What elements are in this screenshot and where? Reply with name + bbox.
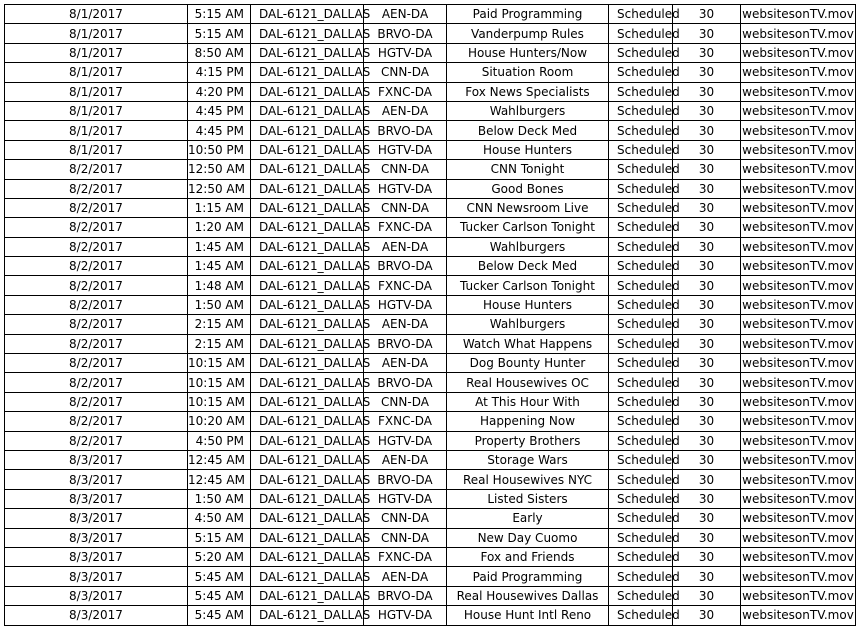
network-cell: AEN-DA — [364, 315, 447, 334]
date-cell: 8/1/2017 — [5, 63, 188, 82]
date-cell: 8/3/2017 — [5, 450, 188, 469]
length-cell: 30 — [673, 179, 741, 198]
length-cell: 30 — [673, 412, 741, 431]
network-cell: HGTV-DA — [364, 489, 447, 508]
network-cell: AEN-DA — [364, 354, 447, 373]
program-cell: Situation Room — [447, 63, 609, 82]
date-cell: 8/1/2017 — [5, 24, 188, 43]
status-cell: Scheduled — [609, 509, 673, 528]
time-cell: 1:20 AM — [188, 218, 251, 237]
table-row — [5, 528, 856, 547]
time-cell: 1:45 AM — [188, 257, 251, 276]
date-cell: 8/3/2017 — [5, 509, 188, 528]
date-cell: 8/3/2017 — [5, 547, 188, 566]
file-cell: websitesonTV.mov — [741, 586, 856, 605]
date-cell: 8/2/2017 — [5, 431, 188, 450]
time-cell: 5:15 AM — [188, 528, 251, 547]
date-cell: 8/2/2017 — [5, 334, 188, 353]
market-cell: DAL-6121_DALLAS — [251, 373, 364, 392]
table-row — [5, 24, 856, 43]
table-row — [5, 567, 856, 586]
length-cell: 30 — [673, 392, 741, 411]
network-cell: BRVO-DA — [364, 121, 447, 140]
status-cell: Scheduled — [609, 160, 673, 179]
market-cell: DAL-6121_DALLAS — [251, 257, 364, 276]
length-cell: 30 — [673, 218, 741, 237]
network-cell: HGTV-DA — [364, 431, 447, 450]
time-cell: 4:15 PM — [188, 63, 251, 82]
file-cell: websitesonTV.mov — [741, 43, 856, 62]
table-row — [5, 121, 856, 140]
date-cell: 8/2/2017 — [5, 354, 188, 373]
status-cell: Scheduled — [609, 179, 673, 198]
length-cell: 30 — [673, 509, 741, 528]
status-cell: Scheduled — [609, 121, 673, 140]
status-cell: Scheduled — [609, 140, 673, 159]
length-cell: 30 — [673, 489, 741, 508]
program-cell: Wahlburgers — [447, 237, 609, 256]
schedule-table — [4, 4, 856, 626]
market-cell: DAL-6121_DALLAS — [251, 276, 364, 295]
date-cell: 8/1/2017 — [5, 101, 188, 120]
status-cell: Scheduled — [609, 295, 673, 314]
market-cell: DAL-6121_DALLAS — [251, 121, 364, 140]
date-cell: 8/3/2017 — [5, 528, 188, 547]
status-cell: Scheduled — [609, 43, 673, 62]
network-cell: CNN-DA — [364, 160, 447, 179]
date-cell: 8/2/2017 — [5, 276, 188, 295]
market-cell: DAL-6121_DALLAS — [251, 392, 364, 411]
table-row — [5, 276, 856, 295]
length-cell: 30 — [673, 431, 741, 450]
market-cell: DAL-6121_DALLAS — [251, 198, 364, 217]
table-row — [5, 373, 856, 392]
date-cell: 8/2/2017 — [5, 315, 188, 334]
status-cell: Scheduled — [609, 450, 673, 469]
date-cell: 8/3/2017 — [5, 567, 188, 586]
status-cell: Scheduled — [609, 354, 673, 373]
date-cell: 8/2/2017 — [5, 257, 188, 276]
program-cell: Tucker Carlson Tonight — [447, 276, 609, 295]
status-cell: Scheduled — [609, 547, 673, 566]
network-cell: FXNC-DA — [364, 276, 447, 295]
time-cell: 12:50 AM — [188, 179, 251, 198]
date-cell: 8/1/2017 — [5, 121, 188, 140]
file-cell: websitesonTV.mov — [741, 160, 856, 179]
length-cell: 30 — [673, 237, 741, 256]
network-cell: CNN-DA — [364, 63, 447, 82]
table-row — [5, 5, 856, 24]
status-cell: Scheduled — [609, 101, 673, 120]
file-cell: websitesonTV.mov — [741, 237, 856, 256]
market-cell: DAL-6121_DALLAS — [251, 412, 364, 431]
date-cell: 8/2/2017 — [5, 160, 188, 179]
program-cell: Below Deck Med — [447, 257, 609, 276]
program-cell: House Hunt Intl Reno — [447, 606, 609, 625]
file-cell: websitesonTV.mov — [741, 82, 856, 101]
network-cell: HGTV-DA — [364, 43, 447, 62]
network-cell: BRVO-DA — [364, 257, 447, 276]
length-cell: 30 — [673, 334, 741, 353]
market-cell: DAL-6121_DALLAS — [251, 509, 364, 528]
length-cell: 30 — [673, 567, 741, 586]
program-cell: Good Bones — [447, 179, 609, 198]
length-cell: 30 — [673, 295, 741, 314]
table-row — [5, 431, 856, 450]
market-cell: DAL-6121_DALLAS — [251, 140, 364, 159]
table-row — [5, 82, 856, 101]
status-cell: Scheduled — [609, 218, 673, 237]
time-cell: 5:45 AM — [188, 586, 251, 605]
network-cell: BRVO-DA — [364, 24, 447, 43]
market-cell: DAL-6121_DALLAS — [251, 606, 364, 625]
status-cell: Scheduled — [609, 373, 673, 392]
time-cell: 4:20 PM — [188, 82, 251, 101]
network-cell: FXNC-DA — [364, 412, 447, 431]
length-cell: 30 — [673, 5, 741, 24]
network-cell: FXNC-DA — [364, 82, 447, 101]
status-cell: Scheduled — [609, 606, 673, 625]
date-cell: 8/3/2017 — [5, 489, 188, 508]
file-cell: websitesonTV.mov — [741, 392, 856, 411]
network-cell: CNN-DA — [364, 528, 447, 547]
program-cell: New Day Cuomo — [447, 528, 609, 547]
program-cell: Early — [447, 509, 609, 528]
table-row — [5, 547, 856, 566]
date-cell: 8/1/2017 — [5, 140, 188, 159]
file-cell: websitesonTV.mov — [741, 412, 856, 431]
length-cell: 30 — [673, 354, 741, 373]
length-cell: 30 — [673, 276, 741, 295]
length-cell: 30 — [673, 82, 741, 101]
network-cell: AEN-DA — [364, 450, 447, 469]
program-cell: Fox and Friends — [447, 547, 609, 566]
time-cell: 12:45 AM — [188, 470, 251, 489]
program-cell: Paid Programming — [447, 567, 609, 586]
program-cell: Wahlburgers — [447, 101, 609, 120]
time-cell: 5:20 AM — [188, 547, 251, 566]
program-cell: Wahlburgers — [447, 315, 609, 334]
length-cell: 30 — [673, 198, 741, 217]
length-cell: 30 — [673, 315, 741, 334]
length-cell: 30 — [673, 101, 741, 120]
date-cell: 8/2/2017 — [5, 218, 188, 237]
status-cell: Scheduled — [609, 24, 673, 43]
network-cell: BRVO-DA — [364, 373, 447, 392]
date-cell: 8/1/2017 — [5, 43, 188, 62]
market-cell: DAL-6121_DALLAS — [251, 547, 364, 566]
date-cell: 8/1/2017 — [5, 5, 188, 24]
status-cell: Scheduled — [609, 63, 673, 82]
program-cell: Below Deck Med — [447, 121, 609, 140]
status-cell: Scheduled — [609, 586, 673, 605]
market-cell: DAL-6121_DALLAS — [251, 43, 364, 62]
table-row — [5, 450, 856, 469]
table-row — [5, 101, 856, 120]
network-cell: AEN-DA — [364, 101, 447, 120]
time-cell: 1:50 AM — [188, 489, 251, 508]
network-cell: HGTV-DA — [364, 606, 447, 625]
network-cell: HGTV-DA — [364, 295, 447, 314]
program-cell: Watch What Happens — [447, 334, 609, 353]
program-cell: Listed Sisters — [447, 489, 609, 508]
table-row — [5, 218, 856, 237]
table-row — [5, 295, 856, 314]
program-cell: CNN Newsroom Live — [447, 198, 609, 217]
time-cell: 4:45 PM — [188, 101, 251, 120]
date-cell: 8/3/2017 — [5, 586, 188, 605]
date-cell: 8/2/2017 — [5, 295, 188, 314]
time-cell: 10:15 AM — [188, 392, 251, 411]
file-cell: websitesonTV.mov — [741, 509, 856, 528]
program-cell: At This Hour With — [447, 392, 609, 411]
file-cell: websitesonTV.mov — [741, 257, 856, 276]
market-cell: DAL-6121_DALLAS — [251, 295, 364, 314]
network-cell: AEN-DA — [364, 5, 447, 24]
table-row — [5, 160, 856, 179]
length-cell: 30 — [673, 373, 741, 392]
time-cell: 10:15 AM — [188, 354, 251, 373]
file-cell: websitesonTV.mov — [741, 567, 856, 586]
network-cell: AEN-DA — [364, 237, 447, 256]
table-row — [5, 586, 856, 605]
market-cell: DAL-6121_DALLAS — [251, 179, 364, 198]
time-cell: 5:45 AM — [188, 606, 251, 625]
program-cell: Real Housewives NYC — [447, 470, 609, 489]
file-cell: websitesonTV.mov — [741, 140, 856, 159]
status-cell: Scheduled — [609, 334, 673, 353]
status-cell: Scheduled — [609, 567, 673, 586]
program-cell: Real Housewives Dallas — [447, 586, 609, 605]
date-cell: 8/2/2017 — [5, 237, 188, 256]
time-cell: 10:50 PM — [188, 140, 251, 159]
status-cell: Scheduled — [609, 198, 673, 217]
status-cell: Scheduled — [609, 489, 673, 508]
market-cell: DAL-6121_DALLAS — [251, 5, 364, 24]
length-cell: 30 — [673, 586, 741, 605]
table-row — [5, 140, 856, 159]
status-cell: Scheduled — [609, 528, 673, 547]
network-cell: CNN-DA — [364, 198, 447, 217]
table-row — [5, 198, 856, 217]
network-cell: FXNC-DA — [364, 218, 447, 237]
time-cell: 5:15 AM — [188, 5, 251, 24]
time-cell: 12:50 AM — [188, 160, 251, 179]
market-cell: DAL-6121_DALLAS — [251, 450, 364, 469]
file-cell: websitesonTV.mov — [741, 354, 856, 373]
table-row — [5, 470, 856, 489]
status-cell: Scheduled — [609, 412, 673, 431]
time-cell: 1:15 AM — [188, 198, 251, 217]
file-cell: websitesonTV.mov — [741, 218, 856, 237]
network-cell: AEN-DA — [364, 567, 447, 586]
table-row — [5, 354, 856, 373]
length-cell: 30 — [673, 24, 741, 43]
time-cell: 1:50 AM — [188, 295, 251, 314]
file-cell: websitesonTV.mov — [741, 373, 856, 392]
time-cell: 1:48 AM — [188, 276, 251, 295]
program-cell: Vanderpump Rules — [447, 24, 609, 43]
file-cell: websitesonTV.mov — [741, 489, 856, 508]
program-cell: Dog Bounty Hunter — [447, 354, 609, 373]
length-cell: 30 — [673, 450, 741, 469]
date-cell: 8/2/2017 — [5, 198, 188, 217]
market-cell: DAL-6121_DALLAS — [251, 354, 364, 373]
file-cell: websitesonTV.mov — [741, 179, 856, 198]
date-cell: 8/2/2017 — [5, 412, 188, 431]
file-cell: websitesonTV.mov — [741, 315, 856, 334]
time-cell: 10:15 AM — [188, 373, 251, 392]
time-cell: 1:45 AM — [188, 237, 251, 256]
market-cell: DAL-6121_DALLAS — [251, 315, 364, 334]
file-cell: websitesonTV.mov — [741, 606, 856, 625]
date-cell: 8/2/2017 — [5, 373, 188, 392]
time-cell: 2:15 AM — [188, 334, 251, 353]
file-cell: websitesonTV.mov — [741, 276, 856, 295]
status-cell: Scheduled — [609, 470, 673, 489]
time-cell: 5:45 AM — [188, 567, 251, 586]
date-cell: 8/3/2017 — [5, 470, 188, 489]
status-cell: Scheduled — [609, 257, 673, 276]
date-cell: 8/2/2017 — [5, 392, 188, 411]
program-cell: Fox News Specialists — [447, 82, 609, 101]
market-cell: DAL-6121_DALLAS — [251, 63, 364, 82]
program-cell: Tucker Carlson Tonight — [447, 218, 609, 237]
time-cell: 4:45 PM — [188, 121, 251, 140]
length-cell: 30 — [673, 547, 741, 566]
time-cell: 2:15 AM — [188, 315, 251, 334]
status-cell: Scheduled — [609, 276, 673, 295]
table-row — [5, 412, 856, 431]
network-cell: FXNC-DA — [364, 547, 447, 566]
length-cell: 30 — [673, 43, 741, 62]
program-cell: Happening Now — [447, 412, 609, 431]
file-cell: websitesonTV.mov — [741, 63, 856, 82]
schedule-rows — [5, 5, 856, 626]
status-cell: Scheduled — [609, 237, 673, 256]
length-cell: 30 — [673, 121, 741, 140]
program-cell: Storage Wars — [447, 450, 609, 469]
market-cell: DAL-6121_DALLAS — [251, 470, 364, 489]
length-cell: 30 — [673, 606, 741, 625]
table-row — [5, 63, 856, 82]
market-cell: DAL-6121_DALLAS — [251, 218, 364, 237]
table-row — [5, 179, 856, 198]
market-cell: DAL-6121_DALLAS — [251, 24, 364, 43]
date-cell: 8/3/2017 — [5, 606, 188, 625]
status-cell: Scheduled — [609, 315, 673, 334]
status-cell: Scheduled — [609, 392, 673, 411]
table-row — [5, 257, 856, 276]
time-cell: 8:50 AM — [188, 43, 251, 62]
file-cell: websitesonTV.mov — [741, 431, 856, 450]
table-row — [5, 334, 856, 353]
status-cell: Scheduled — [609, 82, 673, 101]
date-cell: 8/2/2017 — [5, 179, 188, 198]
file-cell: websitesonTV.mov — [741, 528, 856, 547]
table-row — [5, 237, 856, 256]
file-cell: websitesonTV.mov — [741, 101, 856, 120]
program-cell: House Hunters/Now — [447, 43, 609, 62]
length-cell: 30 — [673, 160, 741, 179]
table-row — [5, 606, 856, 625]
file-cell: websitesonTV.mov — [741, 295, 856, 314]
program-cell: Paid Programming — [447, 5, 609, 24]
market-cell: DAL-6121_DALLAS — [251, 567, 364, 586]
program-cell: CNN Tonight — [447, 160, 609, 179]
status-cell: Scheduled — [609, 431, 673, 450]
table-row — [5, 489, 856, 508]
network-cell: BRVO-DA — [364, 334, 447, 353]
program-cell: Property Brothers — [447, 431, 609, 450]
status-cell: Scheduled — [609, 5, 673, 24]
time-cell: 10:20 AM — [188, 412, 251, 431]
market-cell: DAL-6121_DALLAS — [251, 334, 364, 353]
network-cell: CNN-DA — [364, 392, 447, 411]
market-cell: DAL-6121_DALLAS — [251, 82, 364, 101]
length-cell: 30 — [673, 528, 741, 547]
file-cell: websitesonTV.mov — [741, 334, 856, 353]
market-cell: DAL-6121_DALLAS — [251, 160, 364, 179]
time-cell: 4:50 AM — [188, 509, 251, 528]
program-cell: House Hunters — [447, 140, 609, 159]
market-cell: DAL-6121_DALLAS — [251, 489, 364, 508]
file-cell: websitesonTV.mov — [741, 24, 856, 43]
market-cell: DAL-6121_DALLAS — [251, 586, 364, 605]
table-row — [5, 509, 856, 528]
file-cell: websitesonTV.mov — [741, 547, 856, 566]
file-cell: websitesonTV.mov — [741, 470, 856, 489]
market-cell: DAL-6121_DALLAS — [251, 237, 364, 256]
length-cell: 30 — [673, 140, 741, 159]
table-row — [5, 315, 856, 334]
table-row — [5, 392, 856, 411]
market-cell: DAL-6121_DALLAS — [251, 101, 364, 120]
date-cell: 8/1/2017 — [5, 82, 188, 101]
network-cell: BRVO-DA — [364, 586, 447, 605]
network-cell: HGTV-DA — [364, 179, 447, 198]
network-cell: CNN-DA — [364, 509, 447, 528]
network-cell: HGTV-DA — [364, 140, 447, 159]
length-cell: 30 — [673, 470, 741, 489]
file-cell: websitesonTV.mov — [741, 121, 856, 140]
time-cell: 5:15 AM — [188, 24, 251, 43]
time-cell: 4:50 PM — [188, 431, 251, 450]
market-cell: DAL-6121_DALLAS — [251, 528, 364, 547]
market-cell: DAL-6121_DALLAS — [251, 431, 364, 450]
length-cell: 30 — [673, 63, 741, 82]
time-cell: 12:45 AM — [188, 450, 251, 469]
file-cell: websitesonTV.mov — [741, 450, 856, 469]
length-cell: 30 — [673, 257, 741, 276]
program-cell: House Hunters — [447, 295, 609, 314]
table-row — [5, 43, 856, 62]
network-cell: BRVO-DA — [364, 470, 447, 489]
file-cell: websitesonTV.mov — [741, 198, 856, 217]
program-cell: Real Housewives OC — [447, 373, 609, 392]
file-cell: websitesonTV.mov — [741, 5, 856, 24]
